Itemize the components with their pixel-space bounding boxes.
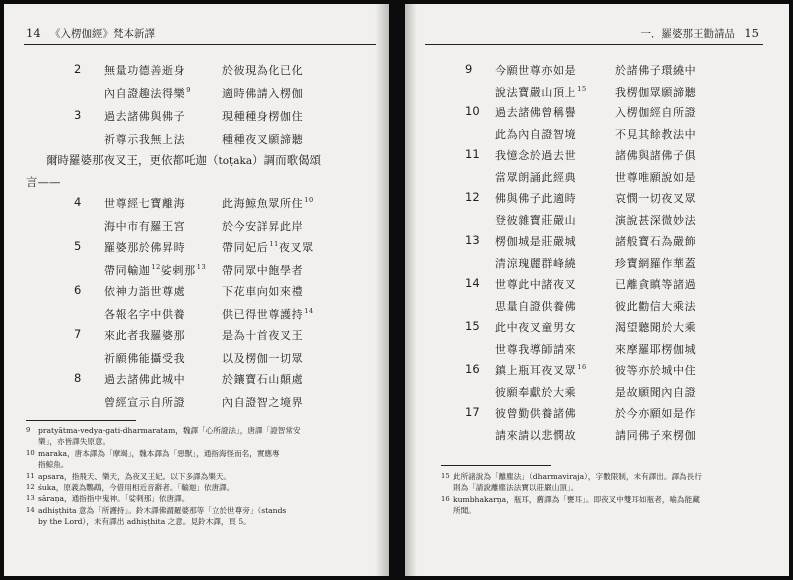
verse-line: 彼曾勤供養諸佛 [495, 407, 577, 420]
right-gutter-shadow [405, 4, 417, 576]
verse-line: 來摩羅耶楞伽城 [615, 343, 697, 356]
verse-number: 8 [74, 371, 82, 385]
verse-line: 當眾朗誦此經典 [495, 171, 577, 184]
verse-line: 無量功德善逝身 [104, 64, 186, 77]
verse-line: 我憶念於過去世 [495, 149, 577, 162]
verse-number: 13 [465, 233, 480, 247]
verse-line: 彼等亦於城中住 [615, 364, 697, 377]
verse-line: 各報名字中供養 [104, 308, 186, 321]
verse-number: 2 [74, 62, 82, 76]
footnote-ref: 13 [196, 263, 207, 272]
verse-line: 祈尊示我無上法 [104, 133, 186, 146]
footnote-rule [441, 465, 551, 466]
verse-line: 諸佛與諸佛子俱 [615, 149, 697, 162]
prose-paragraph-line-1: 爾時羅婆那夜叉王，更依都吒迦（toṭaka）調而歌偈頌 [46, 153, 322, 167]
verse-line: 羅婆那於佛昇時 [104, 241, 186, 254]
verse-number: 11 [465, 147, 480, 161]
verse-line: 清涼瑰麗群峰繞 [495, 257, 577, 270]
verse-line: 帶同輸迦$^{12}$娑剌那$^{13}$ [104, 263, 207, 277]
verse-line: 此海鯨魚眾所住$^{10}$ [222, 196, 314, 210]
verse-line: 於今安詳昇此岸 [222, 220, 304, 233]
left-running-title: 《入楞伽經》梵本新譯 [49, 28, 155, 40]
verse-line: 帶同妃后$^{11}$夜叉眾 [222, 240, 314, 254]
right-running-title: 一．羅婆那王勸請品 [640, 28, 736, 40]
verse-line: 彼此勸信大乘法 [615, 300, 697, 313]
verse-line: 是故願聞內自證 [615, 386, 697, 399]
verse-line: 諸般寶石為嚴飾 [615, 235, 697, 248]
verse-line: 佛與佛子此適時 [495, 192, 577, 205]
verse-line: 種種夜叉願諦聽 [222, 133, 304, 146]
verse-line: 此為內自證智境 [495, 128, 577, 141]
verse-number: 4 [74, 195, 82, 209]
verse-number: 10 [465, 104, 480, 118]
verse-line: 適時佛請入楞伽 [222, 87, 304, 100]
verse-line: 世尊我導師請來 [495, 343, 577, 356]
verse-line: 思量自證供養佛 [495, 300, 577, 313]
verse-number: 12 [465, 190, 480, 204]
footnote-13: 13 sāraṇa，通指指中鬼神。「娑剌那」依唐譯。 [26, 494, 190, 504]
footnote-rule [26, 420, 136, 421]
verse-line: 渴望聽聞於大乘 [615, 321, 697, 334]
verse-line: 珍寶網羅作華蓋 [615, 257, 697, 270]
verse-line: 我楞伽眾願諦聽 [615, 86, 697, 99]
verse-line: 過去諸佛曾稱譽 [495, 106, 577, 119]
verse-line: 請同佛子來楞伽 [615, 429, 697, 442]
footnote-ref: 16 [577, 363, 587, 372]
verse-line: 鎮上瓶耳夜叉眾$^{16}$ [495, 363, 587, 377]
verse-number: 17 [465, 405, 480, 419]
verse-line: 供已得世尊護持$^{14}$ [222, 307, 314, 321]
verse-number: 6 [74, 283, 82, 297]
verse-line: 內自證智之境界 [222, 396, 304, 409]
verse-line: 不見其餘教法中 [615, 128, 697, 141]
verse-line: 過去諸佛與佛子 [104, 110, 186, 123]
verse-line: 過去諸佛此城中 [104, 373, 186, 386]
verse-line: 下花車向如來禮 [222, 285, 304, 298]
verse-number: 3 [74, 108, 82, 122]
verse-line: 此中夜叉童男女 [495, 321, 577, 334]
verse-line: 楞伽城是莊嚴城 [495, 235, 577, 248]
right-footnotes [441, 471, 776, 517]
verse-line: 海中市有羅王宮 [104, 220, 186, 233]
verse-line: 世尊經七寶離海 [104, 197, 186, 210]
verse-number: 7 [74, 327, 82, 341]
verse-number: 15 [465, 319, 480, 333]
verse-number: 14 [465, 276, 480, 290]
verse-line: 內自證趣法得樂$^9$ [104, 86, 191, 100]
verse-line: 已離貪瞋等諸過 [615, 278, 697, 291]
verse-line: 哀憫一切夜叉眾 [615, 192, 697, 205]
verse-line: 於諸佛子環繞中 [615, 64, 697, 77]
verse-line: 今願世尊亦如是 [495, 64, 577, 77]
verse-line: 於今亦願如是作 [615, 407, 697, 420]
verse-line: 曾經宣示自所證 [104, 396, 186, 409]
footnote-10: 10 maraka，唐本譯為「摩竭」，魏本譯為「惡獸」，通指海怪而名，實應專 指鯨魚。 [26, 448, 280, 470]
left-page-number: 14 [26, 26, 41, 40]
left-footnotes [26, 425, 376, 528]
verse-line: 說法寶嚴山頂上$^{15}$ [495, 85, 587, 99]
verse-line: 世尊此中諸夜叉 [495, 278, 577, 291]
footnote-ref: 9 [186, 86, 191, 95]
footnote-ref: 15 [577, 85, 587, 94]
right-page-number: 15 [744, 26, 759, 40]
footnote-ref: 14 [304, 307, 314, 316]
right-page [405, 4, 789, 576]
verse-line: 帶同眾中飽學者 [222, 264, 304, 277]
left-gutter-shadow [375, 4, 389, 576]
verse-line: 於鑲寶石山顛處 [222, 373, 304, 386]
verse-line: 是為十首夜叉王 [222, 329, 304, 342]
footnote-12: 12 śuka，原義為鸚鵡，今借用相近音辭者。「輸迦」依唐譯。 [26, 483, 235, 493]
verse-line: 以及楞伽一切眾 [222, 352, 304, 365]
verse-line: 世尊唯願說如是 [615, 171, 697, 184]
footnote-9: 9 pratyātma-vedya-gati-dharmaratam，魏譯「心所證法」，唐譯「證智常安 樂」，亦皆譯失原意。 [26, 426, 301, 447]
verse-number: 16 [465, 362, 480, 376]
verse-line: 演說甚深微妙法 [615, 214, 697, 227]
verse-line: 於彼現為化已化 [222, 64, 304, 77]
footnote-ref: 12 [151, 263, 161, 272]
footnote-11: 11 apsara，指飛天、樂天，為夜叉王妃。以下多譯為樂天。 [26, 471, 232, 481]
verse-line: 祈願佛能攝受我 [104, 352, 186, 365]
verse-line: 請來請以悲憫故 [495, 429, 577, 442]
verse-line: 入楞伽經自所證 [615, 106, 697, 119]
footnote-ref: 11 [269, 240, 279, 249]
verse-line: 登彼雜寶莊嚴山 [495, 214, 577, 227]
verse-line: 依神力詣世尊處 [104, 285, 186, 298]
footnote-15: 15 此所諸說為「離塵法」（dharmaviraja），字數限制，未有譯出。譯為長行 則為「請說離塵法法寶以莊嚴山頂」。 [441, 472, 702, 493]
footnote-16: 16 kumbhakarṇa，瓶耳，舊譯為「甕耳」。即夜叉中雙耳如瓶者，喻為能藏 所聞。 [441, 494, 700, 516]
verse-number: 9 [465, 62, 473, 76]
verse-line: 彼願奉獻於大乘 [495, 386, 577, 399]
verse-line: 現種種身楞伽住 [222, 110, 304, 123]
verse-number: 5 [74, 239, 82, 253]
left-page [4, 4, 389, 576]
verse-line: 來此者我羅婆那 [104, 329, 186, 342]
prose-paragraph-line-2: 言—— [26, 175, 61, 189]
footnote-ref: 10 [304, 196, 314, 205]
footnote-14: 14 adhiṣṭhita 意為「所護持」。鈴木譯佛謂羅婆那等「立於世尊旁」（stands by the Lord），未有譯出 adhiṣṭhita 之意。見鈴木譯，頁 5。 [26, 505, 287, 527]
